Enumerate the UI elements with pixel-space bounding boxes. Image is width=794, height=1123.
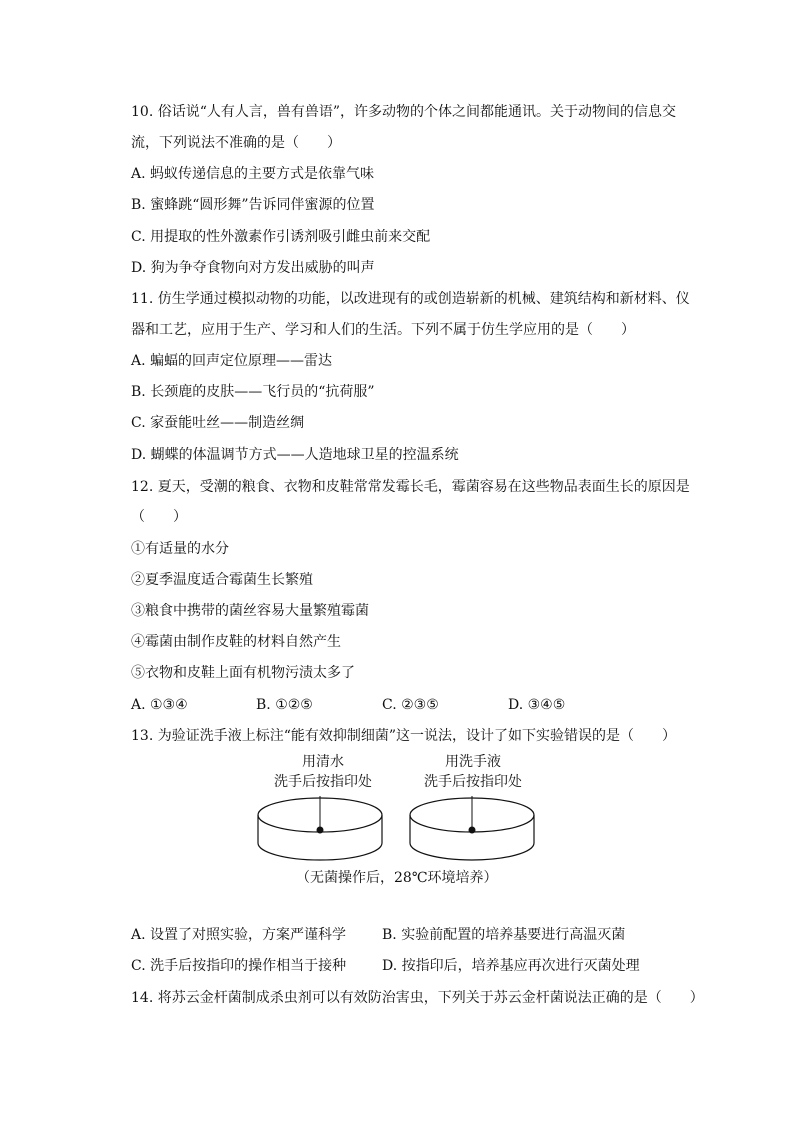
left-dish-label-2: 洗手后按指印处 (274, 774, 372, 790)
q11-option-a: A. 蝙蝠的回声定位原理——雷达 (131, 353, 333, 369)
figure-caption: （无菌操作后，28℃环境培养） (296, 870, 498, 886)
q13-option-a: A. 设置了对照实验，方案严谨科学 (131, 927, 347, 943)
q12-option-c: C. ②③⑤ (382, 697, 439, 713)
q12-option-a: A. ①③④ (131, 697, 188, 713)
q11-stem-line1: 11. 仿生学通过模拟动物的功能，以改进现有的或创造崭新的机械、建筑结构和新材料、仪 (131, 291, 690, 307)
q12-item-3: ③粮食中携带的菌丝容易大量繁殖霉菌 (131, 603, 369, 619)
q12-option-b: B. ①②⑤ (256, 697, 313, 713)
q13-stem-line1: 13. 为验证洗手液上标注“能有效抑制细菌”这一说法，设计了如下实验错误的是（ ） (131, 728, 677, 744)
q12-stem-line1: 12. 夏天，受潮的粮食、衣物和皮鞋常常发霉长毛，霉菌容易在这些物品表面生长的原因是 (131, 479, 690, 495)
q10-option-d: D. 狗为争夺食物向对方发出威胁的叫声 (131, 260, 375, 276)
right-dish-label-2: 洗手后按指印处 (424, 774, 522, 790)
q13-option-d: D. 按指印后，培养基应再次进行灭菌处理 (382, 958, 640, 974)
q11-option-c: C. 家蚕能吐丝——制造丝绸 (131, 415, 305, 431)
q11-option-b: B. 长颈鹿的皮肤——飞行员的“抗荷服” (131, 384, 375, 400)
q12-option-d: D. ③④⑤ (508, 697, 566, 713)
q12-stem-line2: （ ） (131, 509, 187, 525)
q12-item-4: ④霉菌由制作皮鞋的材料自然产生 (131, 634, 341, 650)
q10-option-c: C. 用提取的性外激素作引诱剂吸引雌虫前来交配 (131, 229, 431, 245)
q12-item-1: ①有适量的水分 (131, 541, 229, 557)
q11-option-d: D. 蝴蝶的体温调节方式——人造地球卫星的控温系统 (131, 447, 459, 463)
q11-stem-line2: 器和工艺，应用于生产、学习和人们的生活。下列不属于仿生学应用的是（ ） (131, 322, 635, 338)
q10-stem-line2: 流，下列说法不准确的是（ ） (131, 135, 341, 151)
q13-option-c: C. 洗手后按指印的操作相当于接种 (131, 958, 347, 974)
q10-option-a: A. 蚂蚁传递信息的主要方式是依靠气味 (131, 166, 375, 182)
left-dish-fingerprint-dot (317, 827, 324, 834)
q12-item-5: ⑤衣物和皮鞋上面有机物污渍太多了 (131, 665, 355, 681)
q10-option-b: B. 蜜蜂跳“圆形舞”告诉同伴蜜源的位置 (131, 197, 375, 213)
right-dish-label-1: 用洗手液 (445, 754, 501, 770)
q12-item-2: ②夏季温度适合霉菌生长繁殖 (131, 572, 313, 588)
right-dish-fingerprint-dot (469, 827, 476, 834)
left-dish-label-1: 用清水 (302, 754, 344, 770)
q10-stem-line1: 10. 俗话说“人有人言，兽有兽语”，许多动物的个体之间都能通讯。关于动物间的信息交 (131, 104, 677, 120)
q14-stem-line1: 14. 将苏云金杆菌制成杀虫剂可以有效防治害虫，下列关于苏云金杆菌说法正确的是（ ） (131, 990, 704, 1006)
q13-option-b: B. 实验前配置的培养基要进行高温灭菌 (382, 927, 626, 943)
